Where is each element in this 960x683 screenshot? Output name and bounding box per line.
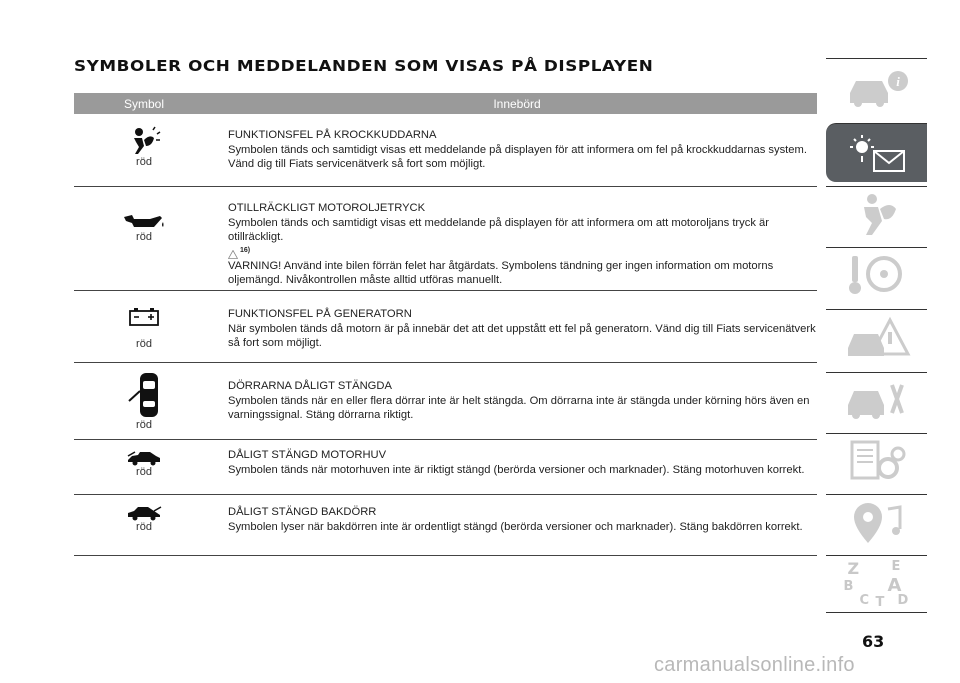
multimedia-icon (842, 499, 912, 547)
warning-triangle-icon (228, 250, 238, 259)
chapter-tab-multimedia[interactable] (826, 494, 927, 551)
row-body: Symbolen tänds när motorhuven inte är riktigt stängd (berörda versioner och marknader). Stäng motorhuven korrekt. (228, 463, 805, 476)
chapter-tab-starting-driving[interactable] (826, 247, 927, 304)
steering-wheel-key-icon (842, 252, 912, 300)
color-caption: röd (136, 521, 152, 533)
color-caption: röd (136, 231, 152, 243)
table-row (74, 187, 817, 291)
color-caption: röd (136, 466, 152, 478)
door-open-icon (126, 371, 162, 419)
chapter-tab-car-info[interactable] (826, 58, 927, 115)
warning-text: VARNING! Använd inte bilen förrän felet har åtgärdats. Symbolens tändning ger ingen information om motorns oljemängd. Nivåkontrollen måste alltid utföras manuellt. (228, 259, 774, 287)
table-row (74, 363, 817, 440)
chapter-tab-maintenance[interactable] (826, 372, 927, 429)
symbol-table (74, 93, 817, 556)
table-header (74, 93, 817, 114)
page-number: 63 (862, 632, 885, 651)
page-title: SYMBOLER OCH MEDDELANDEN SOM VISAS PÅ DISPLAYEN (74, 57, 654, 75)
warning-reference (228, 245, 817, 259)
header-meaning: Innebörd (493, 96, 541, 111)
trunk-open-icon (126, 505, 162, 521)
svg-text:i: i (895, 74, 900, 89)
warning-light-message-icon (842, 131, 912, 175)
oil-pressure-icon (122, 211, 166, 231)
airbag-fault-icon (126, 126, 162, 156)
table-row (74, 114, 817, 187)
breakdown-warning-icon (842, 314, 912, 362)
row-heading: OTILLRÄCKLIGT MOTOROLJETRYCK (228, 202, 426, 214)
table-row (74, 440, 817, 495)
chapter-tab-safety[interactable] (826, 186, 927, 243)
car-maintenance-icon (842, 377, 912, 425)
hood-open-icon (126, 450, 162, 466)
color-caption: röd (136, 156, 152, 168)
table-row (74, 291, 817, 363)
chapter-tab-emergency[interactable] (826, 309, 927, 366)
chapter-tab-index[interactable] (826, 555, 927, 613)
battery-icon (128, 307, 160, 327)
row-heading: FUNKTIONSFEL PÅ KROCKKUDDARNA (228, 129, 437, 141)
color-caption: röd (136, 338, 152, 350)
row-body: När symbolen tänds då motorn är på innebär det att det uppstått ett fel på generatorn. Vänd dig till Fiats servicenätverk så fort som möjligt. (228, 322, 816, 350)
row-heading: DÖRRARNA DÅLIGT STÄNGDA (228, 380, 392, 392)
row-heading: DÅLIGT STÄNGD BAKDÖRR (228, 506, 377, 518)
row-heading: DÅLIGT STÄNGD MOTORHUV (228, 449, 387, 461)
seat-belt-airbag-icon (842, 191, 912, 239)
color-caption: röd (136, 419, 152, 431)
technical-data-icon (842, 438, 912, 486)
header-symbol: Symbol (123, 96, 164, 111)
table-row (74, 495, 817, 556)
chapter-tab-warning-lights[interactable] (826, 123, 927, 182)
row-body: Symbolen lyser när bakdörren inte är ordentligt stängd (berörda versioner och marknader). Stäng bakdörren korrekt. (228, 520, 803, 533)
warning-number: 16) (240, 247, 251, 255)
row-body: Symbolen tänds och samtidigt visas ett meddelande på displayen för att informera om att motoroljans tryck är otillräckligt. (228, 216, 769, 244)
chapter-tab-technical-data[interactable] (826, 433, 927, 490)
row-heading: FUNKTIONSFEL PÅ GENERATORN (228, 308, 412, 320)
row-body: Symbolen tänds när en eller flera dörrar inte är helt stängda. Om dörrarna inte är stängda under körning hörs även en varningssignal. Stäng dörrarna riktigt. (228, 394, 810, 422)
row-body: Symbolen tänds och samtidigt visas ett meddelande på displayen för att informera om fel på krockkuddarnas system. Vänd dig till Fiats servicenätverk så fort som möjligt. (228, 143, 807, 171)
alphabet-index-icon: Z E B A C T D (843, 559, 909, 610)
watermark: carmanualsonline.info (654, 654, 855, 676)
car-info-icon (842, 65, 912, 109)
